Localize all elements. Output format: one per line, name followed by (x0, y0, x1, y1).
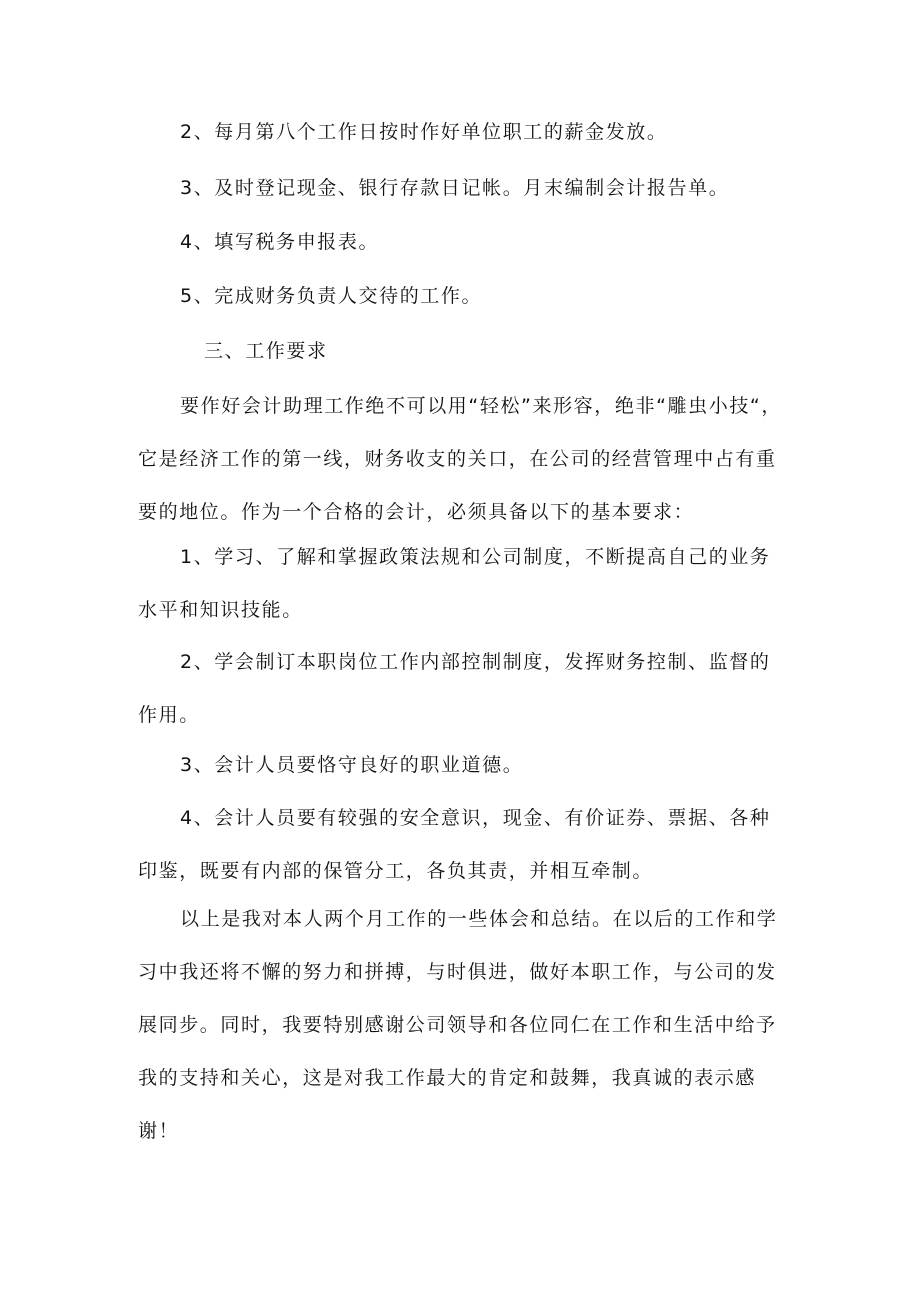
list-item: 4、填写税务申报表。 (180, 231, 380, 253)
closing-paragraph: 以上是我对本人两个月工作的一些体会和总结。在以后的工作和学习中我还将不懈的努力和拼搏，与时俱进，做好本职工作，与公司的发展同步。同时，我要特别感谢公司领导和各位同仁在工作和生活中给予我的支持和关心，这是对我工作最大的肯定和鼓舞，我真诚的表示感谢！ (138, 908, 778, 1142)
requirement-item: 1、学习、了解和掌握政策法规和公司制度，不断提高自己的业务水平和知识技能。 (138, 546, 771, 621)
requirement-item: 2、学会制订本职岗位工作内部控制制度，发挥财务控制、监督的作用。 (138, 651, 771, 726)
requirement-item: 4、会计人员要有较强的安全意识，现金、有价证券、票据、各种印鉴，既要有内部的保管分工，各负其责，并相互牵制。 (138, 807, 771, 882)
requirement-item: 3、会计人员要恪守良好的职业道德。 (180, 754, 524, 776)
list-item: 2、每月第八个工作日按时作好单位职工的薪金发放。 (180, 121, 668, 143)
intro-paragraph: 要作好会计助理工作绝不可以用“轻松”来形容，绝非“雕虫小技“，它是经济工作的第一线，财务收支的关口，在公司的经营管理中占有重要的地位。作为一个合格的会计，必须具备以下的基本要求： (138, 395, 782, 523)
section-heading: 三、工作要求 (204, 340, 328, 362)
list-item: 5、完成财务负责人交待的工作。 (180, 285, 483, 307)
list-item: 3、及时登记现金、银行存款日记帐。月末编制会计报告单。 (180, 177, 730, 199)
